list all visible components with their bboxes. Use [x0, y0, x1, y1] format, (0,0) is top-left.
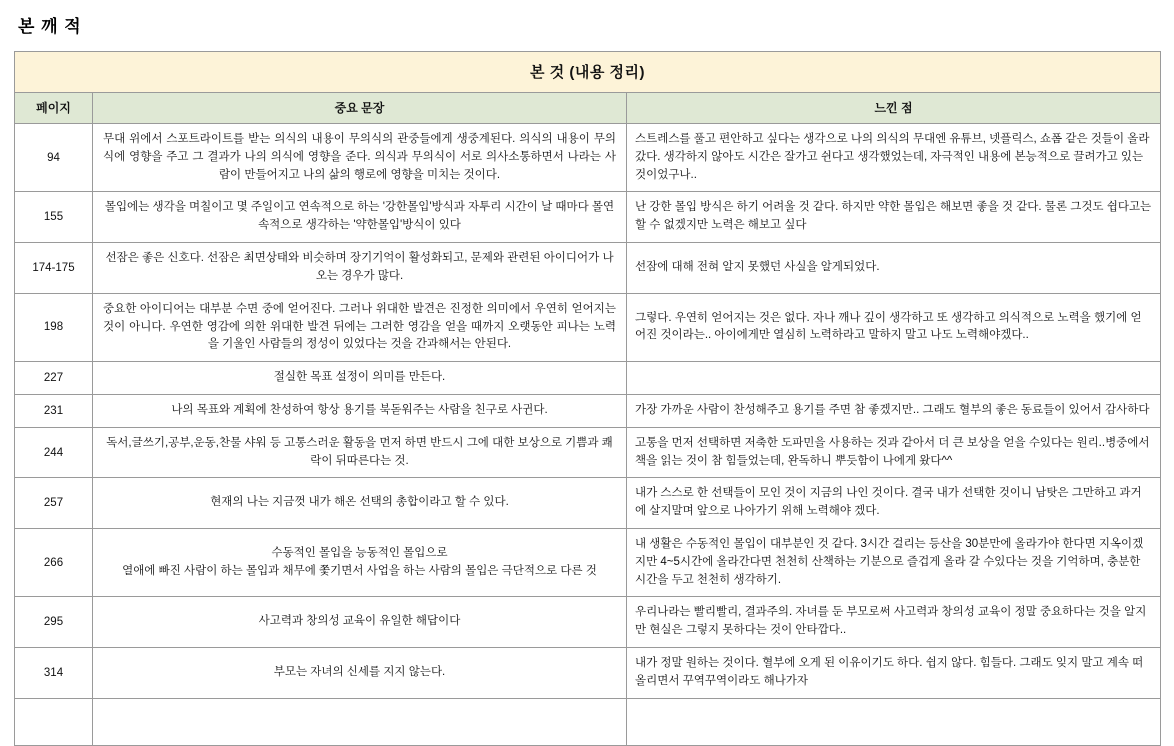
table-banner-row — [15, 52, 1161, 93]
cell-sentence: 독서,글쓰기,공부,운동,찬물 샤워 등 고통스러운 활동을 먼저 하면 반드시 그에 대한 보상으로 기쁨과 쾌락이 뒤따른다는 것. — [93, 427, 627, 478]
cell-feeling: 가장 가까운 사람이 찬성해주고 용기를 주면 참 좋겠지만.. 그래도 혈부의 좋은 동료들이 있어서 감사하다 — [627, 394, 1161, 427]
cell-page: 314 — [15, 648, 93, 699]
cell-page — [15, 698, 93, 745]
cell-sentence: 절실한 목표 설정이 의미를 만든다. — [93, 362, 627, 395]
cell-sentence: 부모는 자녀의 신세를 지지 않는다. — [93, 648, 627, 699]
cell-feeling: 내 생활은 수동적인 몰입이 대부분인 것 같다. 3시간 걸리는 등산을 30분만에 올라가야 한다면 지옥이겠지만 4~5시간에 올라간다면 천천히 산책하는 기분으로 즐겁게 올라 갈 수있다는 것을 기억하며, 충분한 시간을 두고 천천히 생각하기. — [627, 529, 1161, 597]
table-banner: 본 것 (내용 정리) — [15, 52, 1161, 93]
cell-page: 295 — [15, 597, 93, 648]
table-row — [15, 124, 1161, 192]
cell-page: 266 — [15, 529, 93, 597]
cell-feeling: 우리나라는 빨리빨리, 결과주의. 자녀를 둔 부모로써 사고력과 창의성 교육이 정말 중요하다는 것을 알지만 현실은 그렇지 못하다는 것이 안타깝다.. — [627, 597, 1161, 648]
cell-sentence: 무대 위에서 스포트라이트를 받는 의식의 내용이 무의식의 관중들에게 생중계된다. 의식의 내용이 무의식에 영향을 주고 그 결과가 나의 의식에 영향을 준다. 의식과 무의식이 서로 의사소통하면서 나라는 사람이 만들어지고 나의 삶의 행로에 영향을 미치는 것이다. — [93, 124, 627, 192]
cell-sentence: 선잠은 좋은 신호다. 선잠은 최면상태와 비슷하며 장기기억이 활성화되고, 문제와 관련된 아이디어가 나오는 경우가 많다. — [93, 243, 627, 294]
column-header-page: 페이지 — [15, 93, 93, 124]
table-row — [15, 293, 1161, 361]
table-row — [15, 192, 1161, 243]
cell-feeling: 고통을 먼저 선택하면 저축한 도파민을 사용하는 것과 같아서 더 큰 보상을 얻을 수있다는 원리..병중에서 책을 읽는 것이 참 힘들었는데, 완독하니 뿌듯함이 나에게 왔다^^ — [627, 427, 1161, 478]
cell-feeling: 그렇다. 우연히 얻어지는 것은 없다. 자나 깨나 깊이 생각하고 또 생각하고 의식적으로 노력을 했기에 얻어진 것이라는.. 아이에게만 열심히 노력하라고 말하지 말고 나도 노력해야겠다.. — [627, 293, 1161, 361]
cell-sentence: 중요한 아이디어는 대부분 수면 중에 얻어진다. 그러나 위대한 발견은 진정한 의미에서 우연히 얻어지는 것이 아니다. 우연한 영감에 의한 위대한 발견 뒤에는 그러한 영감을 얻을 때까지 오랫동안 피나는 노력을 기울인 사람들의 정성이 있었다는 것을 간과해서는 안된다. — [93, 293, 627, 361]
cell-feeling — [627, 698, 1161, 745]
column-header-feeling: 느낀 점 — [627, 93, 1161, 124]
cell-page: 231 — [15, 394, 93, 427]
table-header-row — [15, 93, 1161, 124]
cell-feeling: 스트레스를 풀고 편안하고 싶다는 생각으로 나의 의식의 무대엔 유튜브, 넷플릭스, 쇼폼 같은 것들이 올라갔다. 생각하지 않아도 시간은 잘가고 쉰다고 생각했었는데, 자극적인 내용에 본능적으로 끌려가고 있는 것이었구나.. — [627, 124, 1161, 192]
table-body — [15, 124, 1161, 746]
cell-sentence: 사고력과 창의성 교육이 유일한 해답이다 — [93, 597, 627, 648]
table-row — [15, 394, 1161, 427]
cell-sentence — [93, 698, 627, 745]
table-row — [15, 478, 1161, 529]
table-row — [15, 648, 1161, 699]
table-row — [15, 698, 1161, 745]
table-row — [15, 243, 1161, 294]
cell-page: 227 — [15, 362, 93, 395]
cell-page: 174-175 — [15, 243, 93, 294]
cell-page: 155 — [15, 192, 93, 243]
table-row — [15, 597, 1161, 648]
cell-page: 94 — [15, 124, 93, 192]
cell-feeling — [627, 362, 1161, 395]
page-title: 본 깨 적 — [18, 17, 82, 36]
cell-page: 257 — [15, 478, 93, 529]
cell-sentence: 몰입에는 생각을 며칠이고 몇 주일이고 연속적으로 하는 '강한몰입'방식과 자투리 시간이 날 때마다 몰연속적으로 생각하는 '약한몰입'방식이 있다 — [93, 192, 627, 243]
cell-feeling: 난 강한 몰입 방식은 하기 어려울 것 같다. 하지만 약한 몰입은 해보면 좋을 것 같다. 물론 그것도 쉽다고는 할 수 없겠지만 노력은 해보고 싶다 — [627, 192, 1161, 243]
table-row — [15, 529, 1161, 597]
cell-sentence: 현재의 나는 지금껏 내가 해온 선택의 총합이라고 할 수 있다. — [93, 478, 627, 529]
cell-sentence: 수동적인 몰입을 능동적인 몰입으로 열애에 빠진 사람이 하는 몰입과 채무에 쫓기면서 사업을 하는 사람의 몰입은 극단적으로 다른 것 — [93, 529, 627, 597]
cell-sentence: 나의 목표와 계획에 찬성하여 항상 용기를 북돋워주는 사람을 친구로 사귄다. — [93, 394, 627, 427]
column-header-sentence: 중요 문장 — [93, 93, 627, 124]
table-row — [15, 362, 1161, 395]
cell-page: 244 — [15, 427, 93, 478]
notes-table — [14, 51, 1161, 746]
cell-feeling: 선잠에 대해 전혀 알지 못했던 사실을 알게되었다. — [627, 243, 1161, 294]
table-head — [15, 52, 1161, 124]
cell-page: 198 — [15, 293, 93, 361]
table-row — [15, 427, 1161, 478]
cell-feeling: 내가 정말 원하는 것이다. 혈부에 오게 된 이유이기도 하다. 쉽지 않다. 힘들다. 그래도 잊지 말고 계속 떠올리면서 꾸역꾸역이라도 해나가자 — [627, 648, 1161, 699]
cell-feeling: 내가 스스로 한 선택들이 모인 것이 지금의 나인 것이다. 결국 내가 선택한 것이니 남탓은 그만하고 과거에 살지말며 앞으로 나아가기 위해 노력해야 겠다. — [627, 478, 1161, 529]
